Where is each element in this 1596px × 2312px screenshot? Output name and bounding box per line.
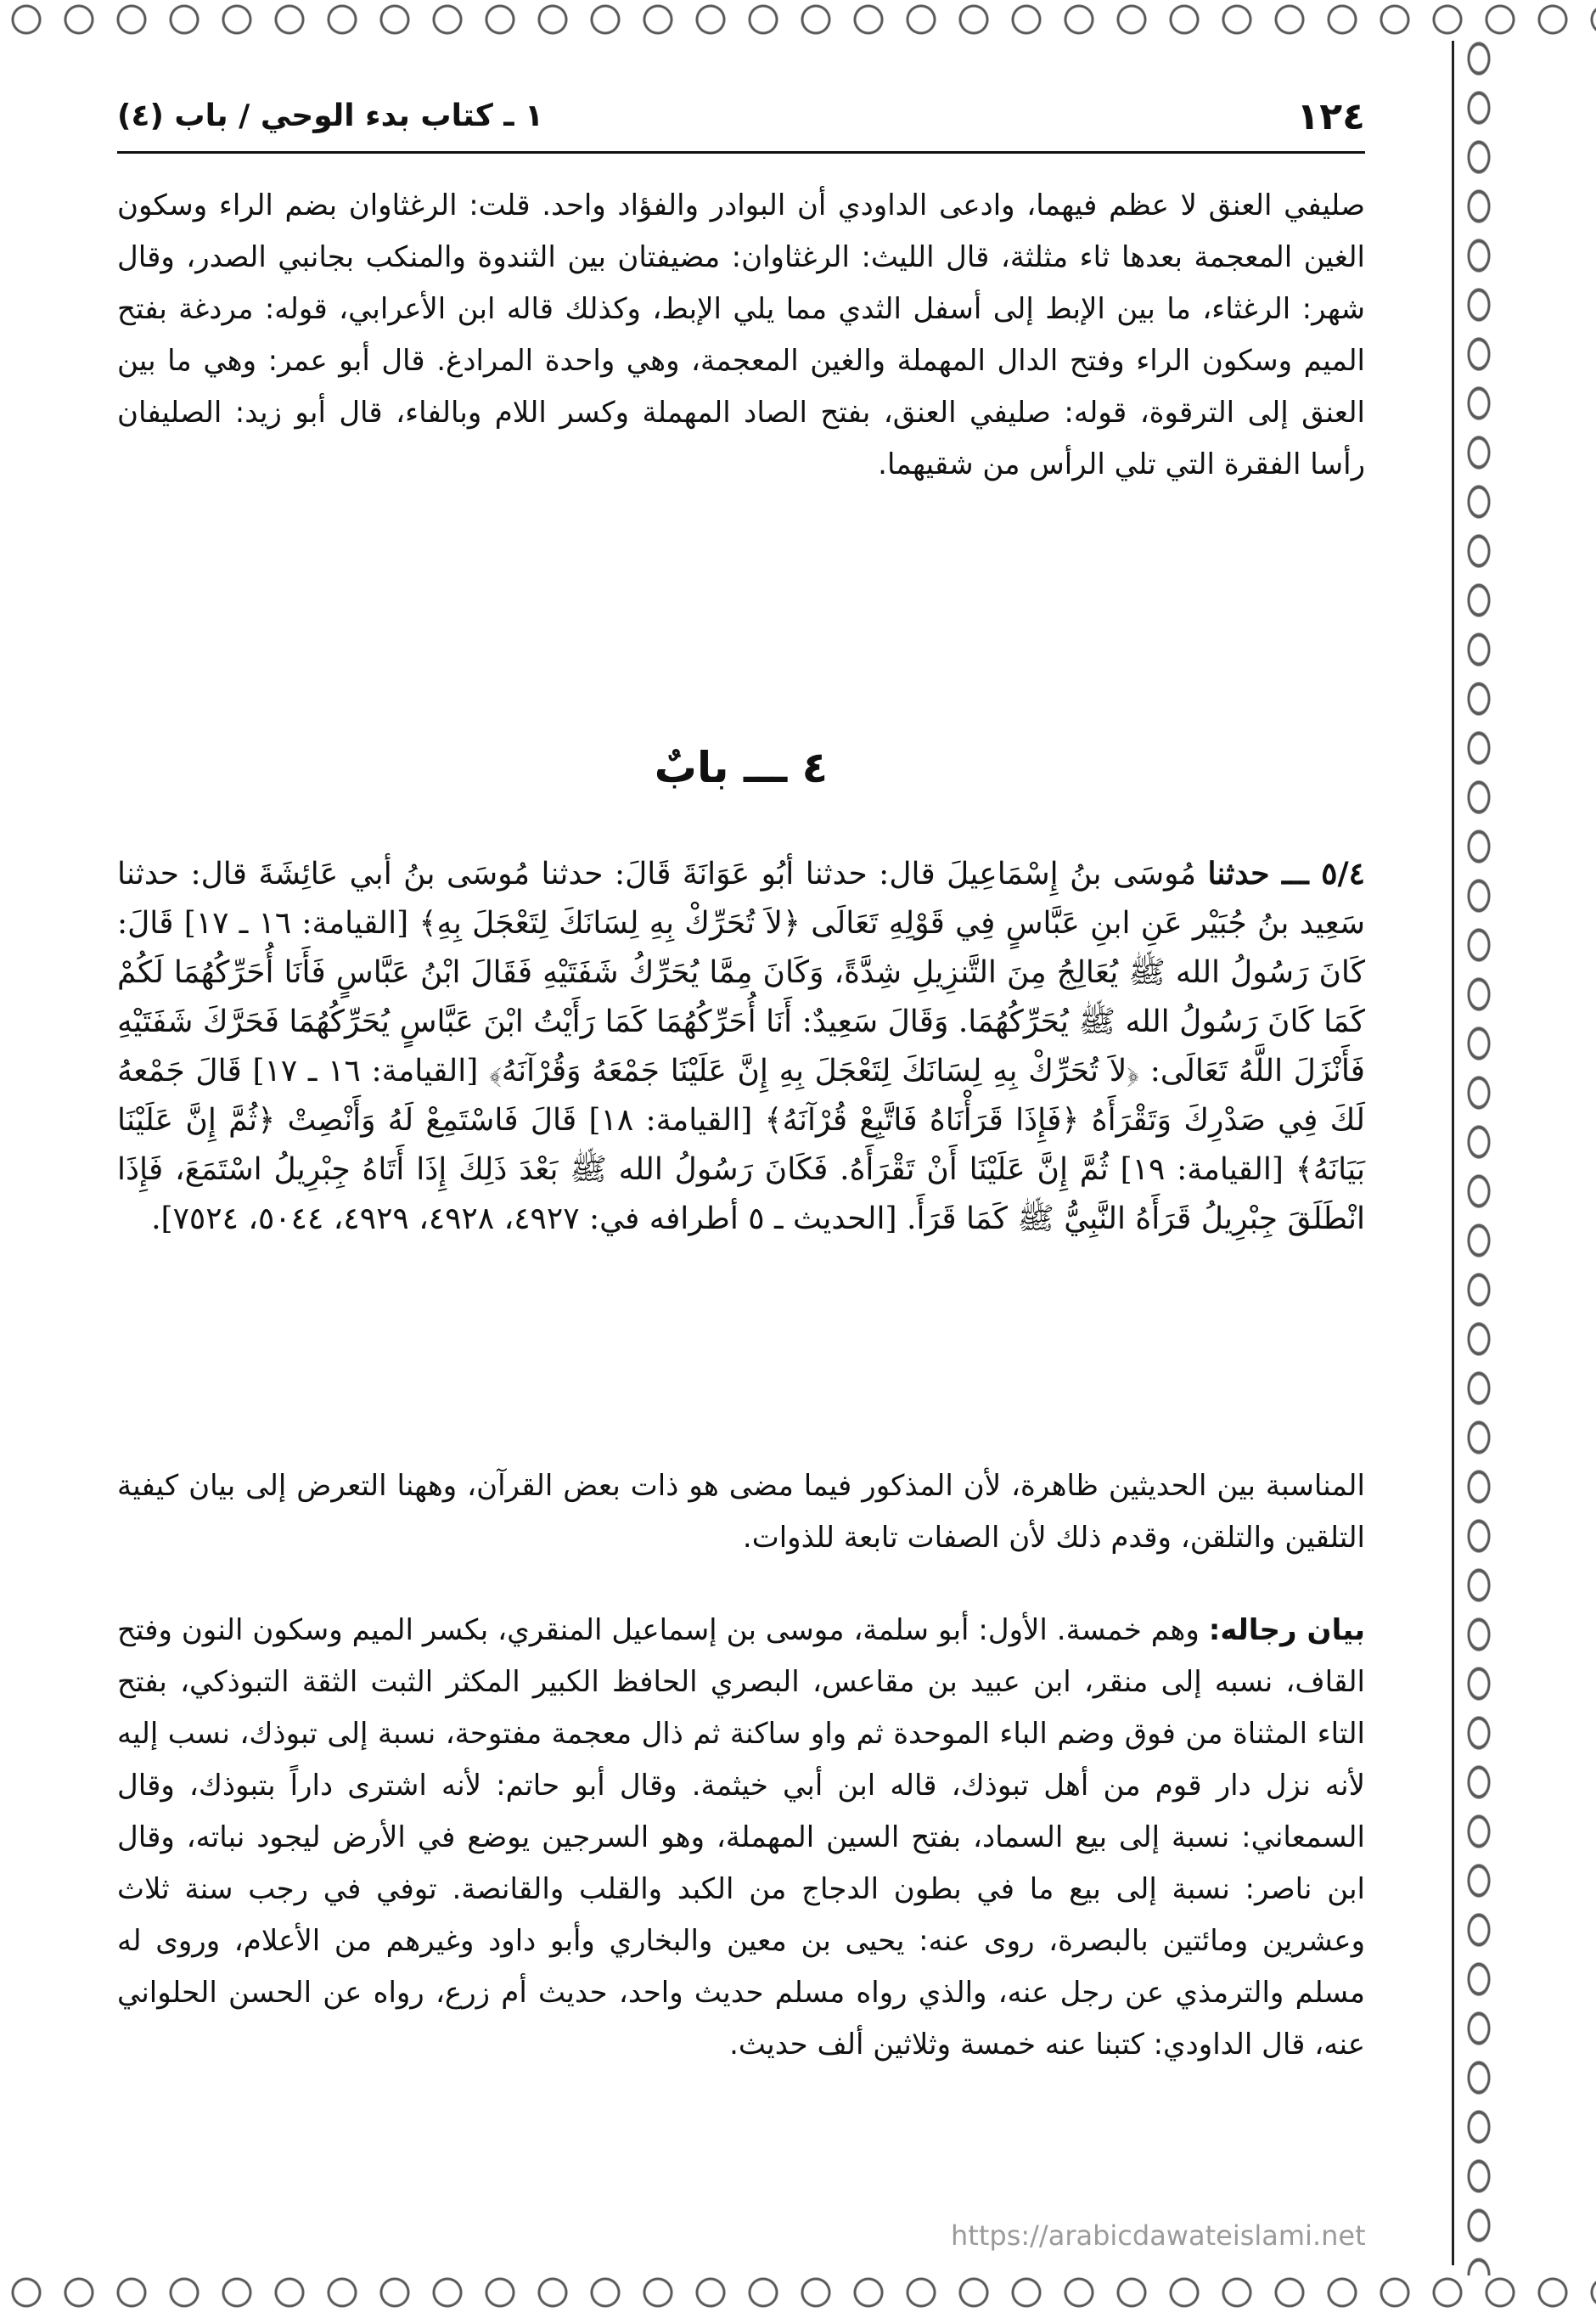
top-ornamental-border [0, 0, 1596, 39]
section-title: ٤ ـــ بابٌ [654, 743, 829, 792]
running-head: ١ ـ كتاب بدء الوحي / باب (٤) [117, 98, 544, 133]
right-ornamental-border [1462, 34, 1496, 2275]
hadith-text: مُوسَى بنُ إِسْمَاعِيلَ قال: حدثنا أبُو عَوَانَةَ قَالَ: حدثنا مُوسَى بنُ أبي عَائِشَةَ قال: حدثنا سَعِيد بنُ جُبَيْر عَنِ ابنِ عَبَّاسٍ فِي قَوْلِهِ تَعَالَى ﴿لاَ تُحَرِّكْ بِهِ لِسَانَكَ لِتَعْجَلَ بِهِ﴾ [القيامة: ١٦ ـ ١٧] قَالَ: كَانَ رَسُولُ الله ﷺ يُعَالِجُ مِنَ التَّنزِيلِ شِدَّةً، وَكَانَ مِمَّا يُحَرِّكُ شَفَتَيْهِ فَقَالَ ابْنُ عَبَّاسٍ فَأَنَا أُحَرِّكُهُمَا لَكُمْ كَمَا كَانَ رَسُولُ الله ﷺ يُحَرِّكُهُمَا. وَقَالَ سَعِيدٌ: أَنَا أُحَرِّكُهُمَا كَمَا رَأَيْتُ ابْنَ عَبَّاسٍ يُحَرِّكُهُمَا فَحَرَّكَ شَفَتَيْهِ فَأَنْزَلَ اللَّهُ تَعَالَى: ﴿لاَ تُحَرِّكْ بِهِ لِسَانَكَ لِتَعْجَلَ بِهِ إِنَّ عَلَيْنَا جَمْعَهُ وَقُرْآنَهُ﴾ [القيامة: ١٦ ـ ١٧] قَالَ جَمْعهُ لَكَ فِي صَدْرِكَ وَتَقْرَأَهُ ﴿فَإِذَا قَرَأْنَاهُ فَاتَّبِعْ قُرْآنَهُ﴾ [القيامة: ١٨] قَالَ فَاسْتَمِعْ لَهُ وَأَنْصِتْ ﴿ثُمَّ إِنَّ عَلَيْنَا بَيَانَهُ﴾ [القيامة: ١٩] ثُمَّ إِنَّ عَلَيْنَا أَنْ تَقْرَأَهُ. فَكَانَ رَسُولُ الله ﷺ بَعْدَ ذَلِكَ إِذَا أَتَاهُ جِبْرِيلُ اسْتَمَعَ، فَإِذَا انْطَلَقَ جِبْرِيلُ قَرَأَهُ النَّبِيُّ ﷺ كَمَا قَرَأَ. [الحديث ـ ٥ أطرافه في: ٤٩٢٧، ٤٩٢٨، ٤٩٢٩، ٥٠٤٤، ٧٥٢٤]. [117, 857, 1365, 1236]
bottom-ornamental-border [0, 2273, 1596, 2312]
page-number: ١٢٤ [1296, 95, 1365, 138]
page-header [117, 92, 1365, 154]
commentary-paragraph-1: صليفي العنق لا عظم فيهما، وادعى الداودي أن البوادر والفؤاد واحد. قلت: الرغثاوان بضم الراء وسكون الغين المعجمة بعدها ثاء مثلثة، قال الليث: الرغثاوان: مضيفتان بين الثندوة والمنكب بجانبي الصدر، وقال شهر: الرغثاء، ما بين الإبط إلى أسفل الثدي مما يلي الإبط، وكذلك قاله ابن الأعرابي، قوله: مردغة بفتح الميم وسكون الراء وفتح الدال المهملة والغين المعجمة، وهي واحدة المرادغ. قال أبو عمر: وهي ما بين العنق إلى الترقوة، قوله: صليفي العنق، بفتح الصاد المهملة وكسر اللام وبالفاء، قال أبو زيد: الصليفان رأسا الفقرة التي تلي الرأس من شقيهما. [117, 188, 1365, 481]
paragraph-heading: بيان رجاله: [1208, 1613, 1365, 1647]
hadith-paragraph [117, 849, 1365, 1244]
paragraph-body: وهم خمسة. الأول: أبو سلمة، موسى بن إسماعيل المنقري، بكسر الميم وسكون النون وفتح القاف، نسبه إلى منقر، ابن عبيد بن مقاعس، البصري الحافظ الكبير المكثر الثبت الثقة التبوذكي، بفتح التاء المثناة من فوق وضم الباء الموحدة ثم واو ساكنة ثم ذال معجمة مفتوحة، نسبة إلى تبوذك، نسب إليه لأنه نزل دار قوم من أهل تبوذك، قاله ابن أبي خيثمة. وقال أبو حاتم: لأنه اشترى داراً بتبوذك، وقال السمعاني: نسبة إلى بيع السماد، بفتح السين المهملة، وهو السرجين يوضع في الأرض ليجود نباته، وقال ابن ناصر: نسبة إلى بيع ما في بطون الدجاج من الكبد والقلب والقانصة. توفي في رجب سنة ثلاث وعشرين ومائتين بالبصرة، روى عنه: يحيى بن معين والبخاري وأبو داود وغيرهم من الأعلام، وروى له مسلم والترمذي عن رجل عنه، والذي رواه مسلم حديث واحد، حديث أم زرع، رواه عن الحسن الحلواني عنه، قال الداودي: كتبنا عنه خمسة وثلاثين ألف حديث. [117, 1613, 1365, 2062]
commentary-paragraph-3 [117, 1605, 1365, 2071]
commentary-paragraph-2: المناسبة بين الحديثين ظاهرة، لأن المذكور فيما مضى هو ذات بعض القرآن، وههنا التعرض إلى بيان كيفية التلقين والتلقن، وقدم ذلك لأن الصفات تابعة للذوات. [117, 1469, 1365, 1555]
watermark-url: https://arabicdawateislami.net [951, 2219, 1366, 2252]
hadith-number: ٥/٤ ـــ حدثنا [1207, 856, 1365, 892]
